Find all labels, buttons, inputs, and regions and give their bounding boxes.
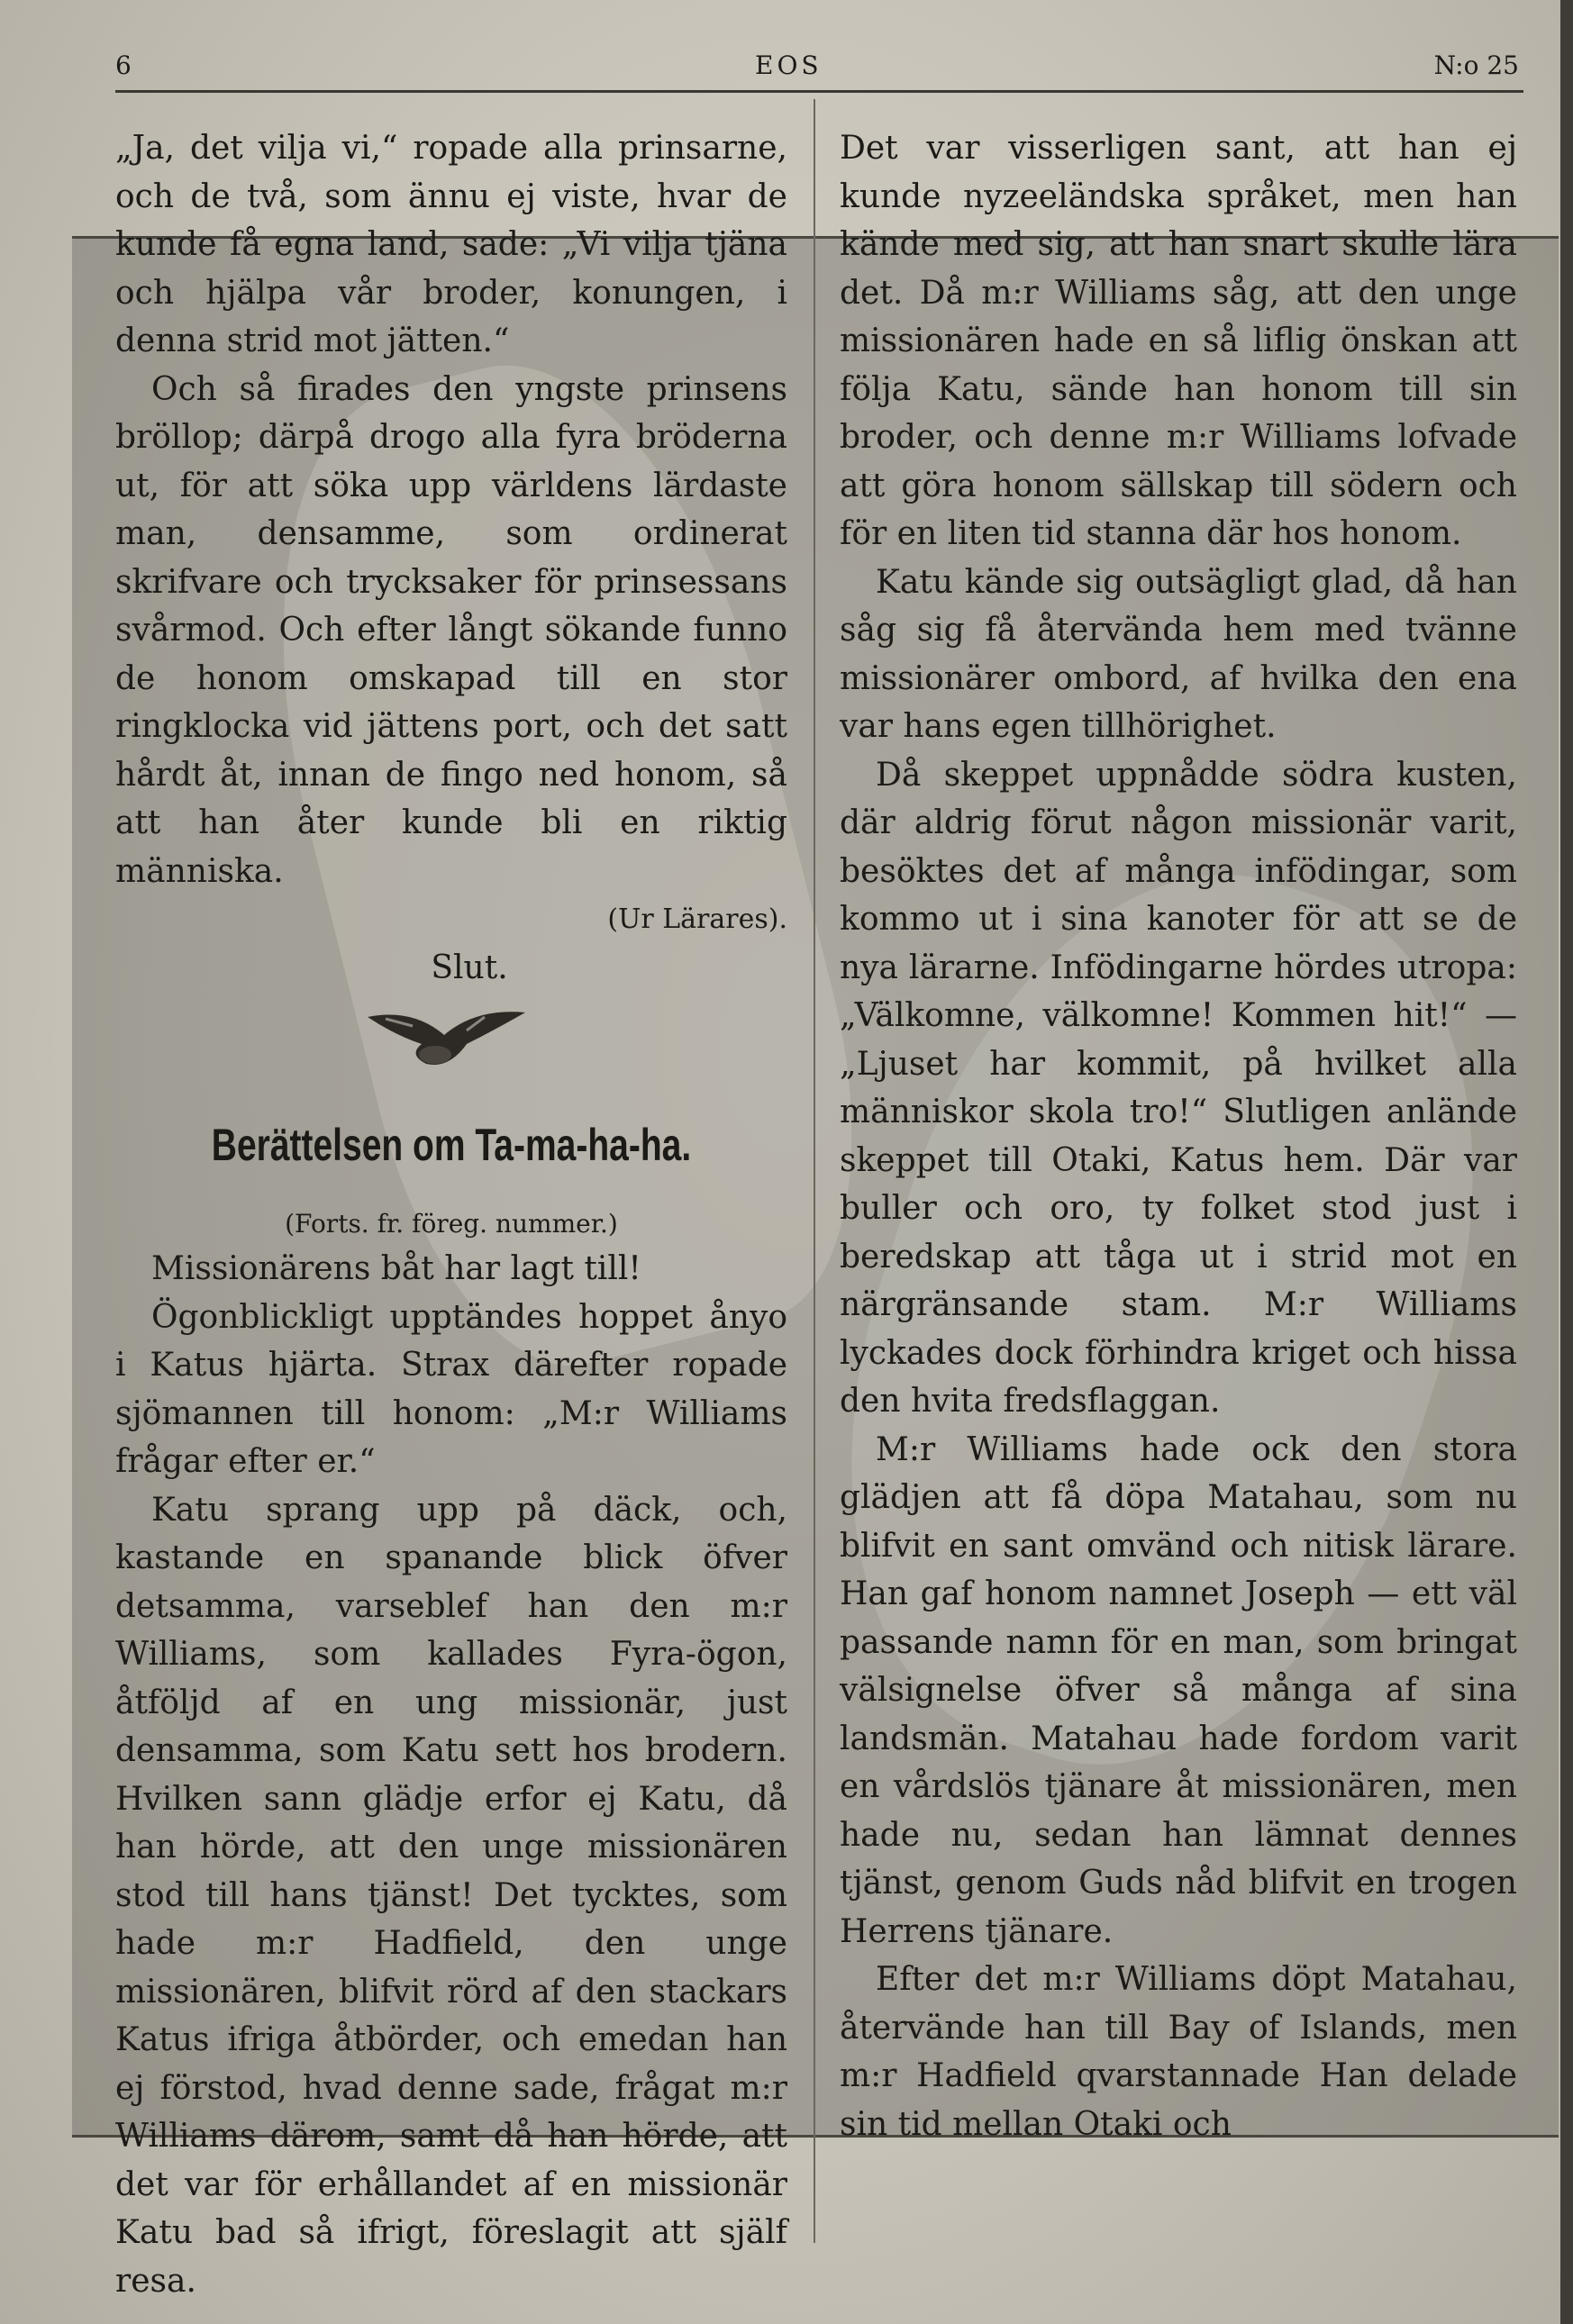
paragraph: Då skeppet uppnådde södra kusten, där aldrig förut någon missionär varit, besöktes det af många infödingar, som kommo ut i sina kanoter för att se de nya lärarne. Infödingarne hördes utropa: „Välkomne, välkomne! Kommen hit!“ — „Ljuset har kommit, på hvilket alla människor skola tro!“ Slutligen anlände skeppet till Otaki, Katus hem. Där var buller och oro, ty folket stod just i beredskap att tåga ut i strid mot en närgränsande stam. M:r Williams lyckades dock förhindra kriget och hissa den hvita fredsflaggan. <box>840 756 1517 1420</box>
paragraph: Ögonblickligt upptändes hoppet ånyo i Katus hjärta. Strax därefter ropade sjömannen till honom: „M:r Williams frågar efter er.“ <box>115 1298 787 1480</box>
paragraph: Det var visserligen sant, att han ej kunde nyzeeländska språket, men han kände med sig, att han snart skulle lära det. Då m:r Williams såg, att den unge missionären hade en så liflig önskan att följa Katu, sände han honom till sin broder, och denne m:r Williams lofvade att göra honom sällskap till södern och för en liten tid stanna där hos honom. <box>840 130 1517 552</box>
paragraph: Och så firades den yngste prinsens bröllop; därpå drogo alla fyra bröderna ut, för att söka upp världens lärdaste man, densamme, som ordinerat skrifvare och trycksaker för prinsessans svårmod. Och efter långt sökande funno de honom omskapad till en stor ringklocka vid jättens port, och det satt hårdt åt, innan de fingo ned honom, så att han åter kunde bli en riktig människa. <box>115 370 787 890</box>
column-divider <box>814 99 815 2243</box>
end-marker: Slut. <box>431 949 508 986</box>
paragraph: Efter det m:r Williams döpt Matahau, återvände han till Bay of Islands, men m:r Hadfield qvarstannade Han delade sin tid mellan Otaki och <box>840 1961 1517 2143</box>
paragraph: „Ja, det vilja vi,“ ropade alla prinsarne, och de två, som ännu ej viste, hvar de kunde få egna land, sade: „Vi vilja tjäna och hjälpa vår broder, konungen, i denna strid mot jätten.“ <box>115 130 787 359</box>
left-column <box>115 124 787 2305</box>
page-edge <box>1560 0 1573 2324</box>
story-title: Berättelsen om Ta-ma-ha-ha. <box>211 1120 692 1170</box>
page-header <box>115 43 1519 88</box>
paragraph: M:r Williams hade ock den stora glädjen att få döpa Matahau, som nu blifvit en sant omvänd och nitisk lärare. Han gaf honom namnet Joseph — ett väl passande namn för en man, som bringat välsignelse öfver så många af sina landsmän. Matahau hade fordom varit en vårdslös tjänare åt missionären, men hade nu, sedan han lämnat dennes tjänst, genom Guds nåd blifvit en trogen Herrens tjänare. <box>840 1430 1517 1950</box>
page-number: 6 <box>115 50 132 80</box>
paragraph: Missionärens båt har lagt till! <box>151 1250 641 1287</box>
bird-vignette-icon <box>115 992 787 1095</box>
header-rule <box>115 90 1523 93</box>
continuation-note: (Forts. fr. föreg. nummer.) <box>285 1209 618 1239</box>
paragraph: Katu kände sig outsägligt glad, då han såg sig få återvända hem med tvänne missionärer ombord, af hvilka den ena var hans egen tillhörighet. <box>840 563 1517 745</box>
masthead-title: EOS <box>755 50 823 80</box>
source-credit: (Ur Lärares). <box>607 903 787 935</box>
issue-number: N:o 25 <box>1433 50 1519 80</box>
paragraph: Katu sprang upp på däck, och, kastande en spanande blick öfver detsamma, varseblef han den m:r Williams, som kallades Fyra-ögon, åtföljd af en ung missionär, just densamma, som Katu sett hos brodern. Hvilken sann glädje erfor ej Katu, då han hörde, att den unge missionären stod till hans tjänst! Det tycktes, som hade m:r Hadfield, den unge missionären, blifvit rörd af den stackars Katus ifriga åtbörder, och emedan han ej förstod, hvad denne sade, frågat m:r Williams därom, samt då han hörde, att det var för erhållandet af en missionär Katu bad så ifrigt, föreslagit att själf resa. <box>115 1491 787 2300</box>
right-column <box>840 124 1517 2148</box>
